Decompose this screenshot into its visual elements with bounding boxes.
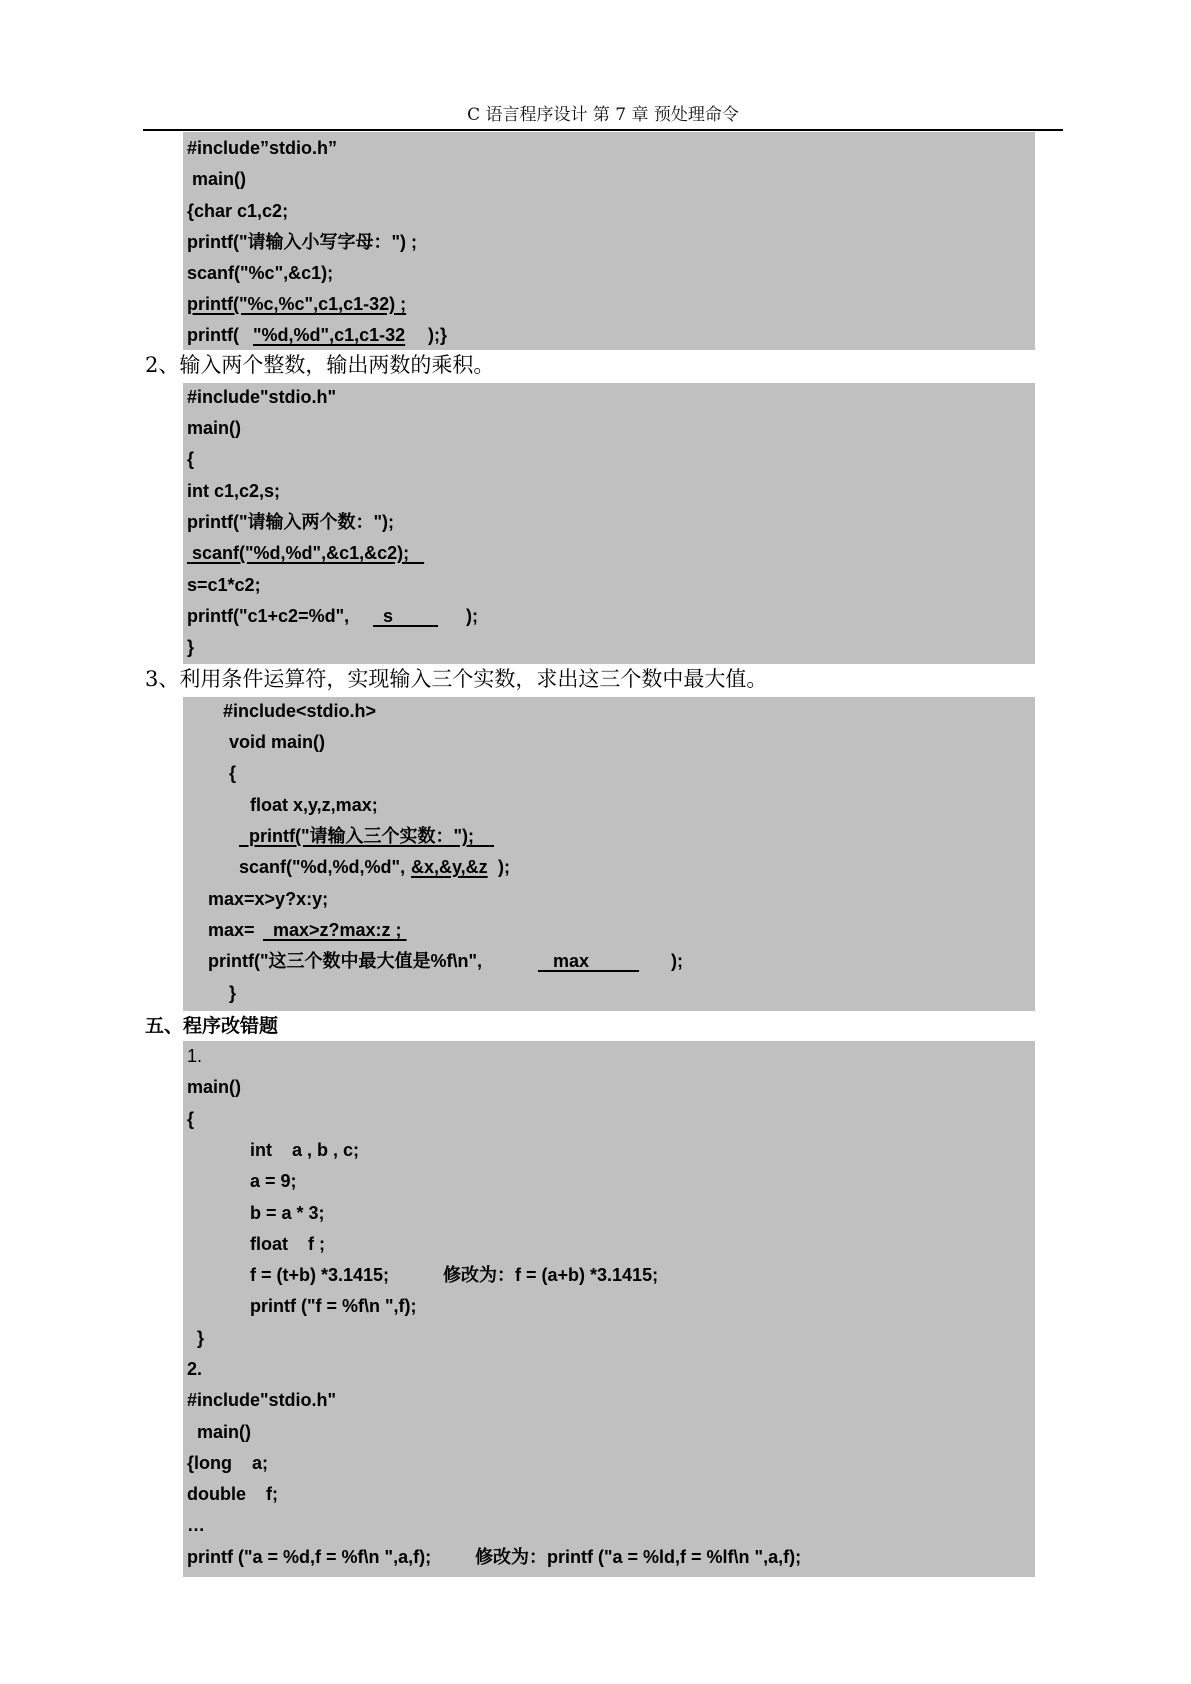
- code-line: );: [671, 951, 683, 971]
- code-line: #include<stdio.h>: [223, 701, 377, 721]
- code-line: printf("请输入两个数：");: [187, 512, 395, 532]
- code-block-1: [183, 132, 1035, 350]
- code-line: 2.: [187, 1359, 203, 1379]
- code-line: 1.: [187, 1046, 203, 1066]
- correction-text: 修改为：f = (a+b) *3.1415;: [443, 1265, 659, 1285]
- code-line: float f ;: [250, 1234, 325, 1254]
- code-line-answer: &x,&y,&z: [411, 857, 488, 877]
- code-line: void main(): [229, 732, 326, 752]
- code-line: printf ("a = %d,f = %f\n ",a,f);: [187, 1547, 432, 1567]
- code-line: );: [461, 606, 478, 626]
- code-line: int c1,c2,s;: [187, 481, 281, 501]
- code-line-answer: s: [373, 606, 439, 626]
- code-line: #include"stdio.h": [187, 387, 337, 407]
- code-line: main(): [187, 1077, 241, 1097]
- section-5-heading: 五、程序改错题: [145, 1015, 279, 1037]
- code-line: {char c1,c2;: [187, 201, 289, 221]
- code-line-answer: max: [538, 951, 640, 971]
- code-line: );: [493, 857, 510, 877]
- code-line: main(): [187, 169, 247, 189]
- code-line: main(): [187, 418, 241, 438]
- code-line: }: [187, 637, 195, 657]
- code-line: printf(: [187, 325, 239, 345]
- code-line: scanf("%c",&c1);: [187, 263, 334, 283]
- code-line: {: [187, 449, 195, 469]
- code-line: {: [187, 1109, 195, 1129]
- code-line-answer: max>z?max:z ;: [263, 920, 407, 940]
- code-line-answer: scanf("%d,%d",&c1,&c2);: [187, 543, 425, 563]
- code-line: #include”stdio.h”: [187, 138, 338, 158]
- code-line: main(): [197, 1422, 251, 1442]
- code-line: int a , b , c;: [250, 1140, 360, 1160]
- code-line: max=x>y?x:y;: [208, 889, 329, 909]
- correction-text: 修改为：printf ("a = %ld,f = %lf\n ",a,f);: [475, 1547, 802, 1567]
- code-line: }: [197, 1328, 205, 1348]
- code-line: {long a;: [187, 1453, 268, 1473]
- code-line: printf ("f = %f\n ",f);: [250, 1296, 417, 1316]
- code-line: b = a * 3;: [250, 1203, 325, 1223]
- code-line: a = 9;: [250, 1171, 297, 1191]
- code-line: printf("c1+c2=%d",: [187, 606, 350, 626]
- code-line: #include"stdio.h": [187, 1390, 337, 1410]
- code-line-answer: printf("%c,%c",c1,c1-32) ;: [187, 294, 407, 314]
- code-line: }: [229, 983, 237, 1003]
- code-line: max=: [208, 920, 260, 940]
- code-line: printf("这三个数中最大值是%f\n",: [208, 951, 483, 971]
- code-line: float x,y,z,max;: [250, 795, 378, 815]
- code-line: scanf("%d,%d,%d",: [239, 857, 411, 877]
- code-block-3: [183, 697, 1035, 1011]
- code-line: f = (t+b) *3.1415;: [250, 1265, 390, 1285]
- header-rule: [143, 129, 1063, 131]
- code-line-answer: "%d,%d",c1,c1-32: [253, 325, 406, 345]
- question-2-heading: 2、输入两个整数，输出两数的乘积。: [145, 353, 495, 377]
- question-3-heading: 3、利用条件运算符，实现输入三个实数，求出这三个数中最大值。: [145, 667, 768, 691]
- code-block-4: [183, 1041, 1035, 1577]
- code-block-2: [183, 383, 1035, 664]
- code-line: double f;: [187, 1484, 278, 1504]
- code-line: );}: [423, 325, 447, 345]
- code-line: printf("请输入小写字母：") ;: [187, 232, 418, 252]
- code-line-answer: printf("请输入三个实数：");: [239, 826, 495, 846]
- code-line: …: [187, 1515, 205, 1535]
- code-line: s=c1*c2;: [187, 575, 261, 595]
- code-line: {: [229, 763, 237, 783]
- page-header: C 语言程序设计 第 7 章 预处理命令: [467, 105, 739, 125]
